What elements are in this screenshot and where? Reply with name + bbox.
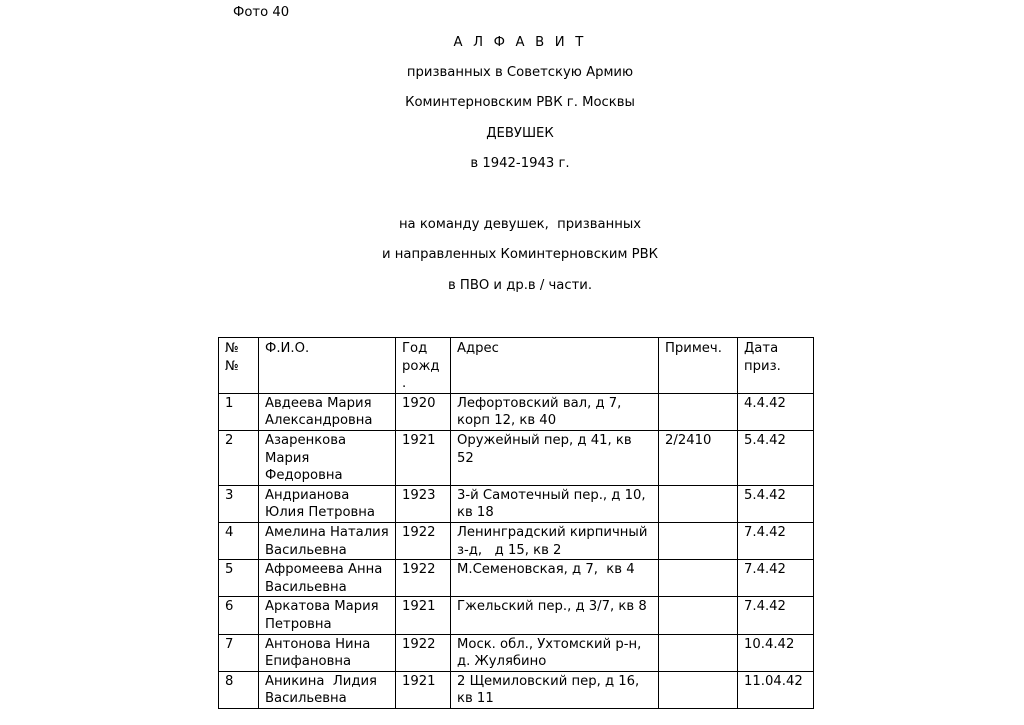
cell-number: 5 bbox=[219, 560, 259, 597]
cell-note bbox=[659, 485, 738, 522]
cell-birth-year: 1922 bbox=[396, 522, 451, 559]
cell-address: Гжельский пер., д 3/7, кв 8 bbox=[451, 597, 659, 634]
table-row bbox=[219, 560, 814, 597]
cell-note bbox=[659, 522, 738, 559]
cell-name: Аркатова Мария Петровна bbox=[259, 597, 396, 634]
column-header-note: Примеч. bbox=[659, 338, 738, 394]
cell-note bbox=[659, 393, 738, 430]
cell-draft-date: 7.4.42 bbox=[738, 597, 814, 634]
cell-note bbox=[659, 671, 738, 708]
cell-draft-date: 5.4.42 bbox=[738, 430, 814, 485]
cell-number: 2 bbox=[219, 430, 259, 485]
column-header-number: №№ bbox=[219, 338, 259, 394]
cell-name: Амелина Наталия Васильевна bbox=[259, 522, 396, 559]
cell-draft-date: 11.04.42 bbox=[738, 671, 814, 708]
cell-address: 2 Щемиловский пер, д 16, кв 11 bbox=[451, 671, 659, 708]
cell-birth-year: 1922 bbox=[396, 634, 451, 671]
cell-name: Аникина Лидия Васильевна bbox=[259, 671, 396, 708]
description-line-1: на команду девушек, призванных bbox=[398, 217, 642, 232]
table-row bbox=[219, 634, 814, 671]
cell-draft-date: 7.4.42 bbox=[738, 522, 814, 559]
cell-number: 7 bbox=[219, 634, 259, 671]
subtitle-line-4: в 1942-1943 г. bbox=[470, 156, 570, 171]
column-header-birth-year: Год рожд . bbox=[396, 338, 451, 394]
cell-birth-year: 1921 bbox=[396, 597, 451, 634]
cell-number: 1 bbox=[219, 393, 259, 430]
cell-note bbox=[659, 560, 738, 597]
cell-note bbox=[659, 634, 738, 671]
cell-name: Афромеева Анна Васильевна bbox=[259, 560, 396, 597]
cell-name: Азаренкова Мария Федоровна bbox=[259, 430, 396, 485]
cell-draft-date: 10.4.42 bbox=[738, 634, 814, 671]
cell-number: 6 bbox=[219, 597, 259, 634]
table-row bbox=[219, 485, 814, 522]
cell-number: 3 bbox=[219, 485, 259, 522]
subtitle-line-3: ДЕВУШЕК bbox=[486, 126, 554, 141]
column-header-name: Ф.И.О. bbox=[259, 338, 396, 394]
column-header-address: Адрес bbox=[451, 338, 659, 394]
cell-name: Антонова Нина Епифановна bbox=[259, 634, 396, 671]
cell-birth-year: 1921 bbox=[396, 671, 451, 708]
document-title: А Л Ф А В И Т bbox=[453, 35, 587, 50]
subtitle-line-2: Коминтерновским РВК г. Москвы bbox=[405, 95, 635, 110]
cell-number: 4 bbox=[219, 522, 259, 559]
cell-address: Лефортовский вал, д 7, корп 12, кв 40 bbox=[451, 393, 659, 430]
cell-address: Оружейный пер, д 41, кв 52 bbox=[451, 430, 659, 485]
cell-note: 2/2410 bbox=[659, 430, 738, 485]
cell-address: Ленинградский кирпичный з-д, д 15, кв 2 bbox=[451, 522, 659, 559]
subtitle-line-1: призванных в Советскую Армию bbox=[406, 65, 634, 80]
table-row bbox=[219, 597, 814, 634]
table-row bbox=[219, 522, 814, 559]
column-header-draft-date: Дата приз. bbox=[738, 338, 814, 394]
cell-birth-year: 1921 bbox=[396, 430, 451, 485]
cell-address: М.Семеновская, д 7, кв 4 bbox=[451, 560, 659, 597]
table-row bbox=[219, 393, 814, 430]
cell-name: Авдеева Мария Александровна bbox=[259, 393, 396, 430]
photo-label: Фото 40 bbox=[233, 5, 290, 20]
cell-name: Андрианова Юлия Петровна bbox=[259, 485, 396, 522]
cell-address: Моск. обл., Ухтомский р-н, д. Жулябино bbox=[451, 634, 659, 671]
cell-address: 3-й Самотечный пер., д 10, кв 18 bbox=[451, 485, 659, 522]
table-header-row bbox=[219, 338, 814, 394]
description-line-3: в ПВО и др.в / части. bbox=[447, 278, 593, 293]
cell-birth-year: 1920 bbox=[396, 393, 451, 430]
conscripts-table bbox=[218, 337, 814, 709]
cell-draft-date: 7.4.42 bbox=[738, 560, 814, 597]
cell-birth-year: 1923 bbox=[396, 485, 451, 522]
table-row bbox=[219, 430, 814, 485]
table-row bbox=[219, 671, 814, 708]
cell-draft-date: 5.4.42 bbox=[738, 485, 814, 522]
cell-note bbox=[659, 597, 738, 634]
description-line-2: и направленных Коминтерновским РВК bbox=[382, 247, 658, 262]
cell-number: 8 bbox=[219, 671, 259, 708]
cell-birth-year: 1922 bbox=[396, 560, 451, 597]
cell-draft-date: 4.4.42 bbox=[738, 393, 814, 430]
